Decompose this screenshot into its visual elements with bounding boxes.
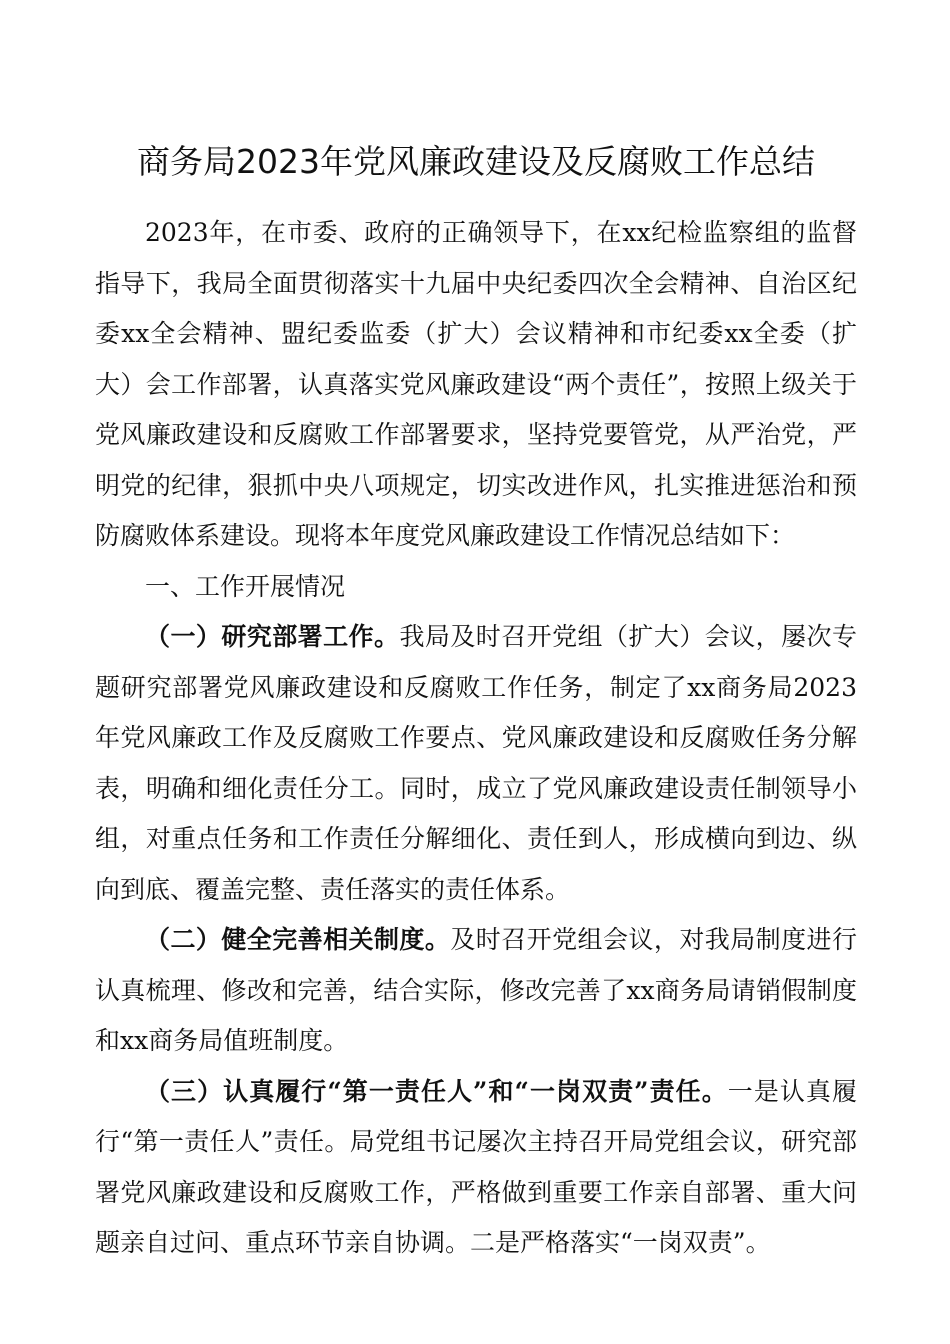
document-title: 商务局2023年党风廉政建设及反腐败工作总结 [137,142,815,181]
item-paragraph-research-deployment [95,612,857,915]
item-paragraph-responsibility [95,1067,857,1269]
section-heading-work-status: 一、工作开展情况 [145,571,346,601]
item-body-responsibility: 一是认真履行“第一责任人”责任。局党组书记屡次主持召开局党组会议，研究部署党风廉政建设和反腐败工作，严格做到重要工作亲自部署、重大问题亲自过问、重点环节亲自协调。二是严格落实“一岗双责”。 [95,1076,857,1257]
item-paragraph-improve-systems [95,915,857,1067]
intro-paragraph: 2023年，在市委、政府的正确领导下，在xx纪检监察组的监督指导下，我局全面贯彻落实十九届中央纪委四次全会精神、自治区纪委xx全会精神、盟纪委监委（扩大）会议精神和市纪委xx全委（扩大）会工作部署，认真落实党风廉政建设“两个责任”，按照上级关于党风廉政建设和反腐败工作部署要求，坚持党要管党，从严治党，严明党的纪律，狠抓中央八项规定，切实改进作风，扎实推进惩治和预防腐败体系建设。现将本年度党风廉政建设工作情况总结如下： [95,218,857,550]
item-body-improve-systems: 及时召开党组会议，对我局制度进行认真梳理、修改和完善，结合实际，修改完善了xx商务局请销假制度和xx商务局值班制度。 [95,925,857,1055]
item-lead-research-deployment: （一）研究部署工作。 [145,622,400,651]
item-body-research-deployment: 我局及时召开党组（扩大）会议，屡次专题研究部署党风廉政建设和反腐败工作任务，制定了xx商务局2023年党风廉政工作及反腐败工作要点、党风廉政建设和反腐败任务分解表，明确和细化责任分工。同时，成立了党风廉政建设责任制领导小组，对重点任务和工作责任分解细化、责任到人，形成横向到边、纵向到底、覆盖完整、责任落实的责任体系。 [95,622,857,904]
document-page [95,138,857,1269]
item-lead-improve-systems: （二）健全完善相关制度。 [145,925,451,954]
item-lead-responsibility: （三）认真履行“第一责任人”和“一岗双责”责任。 [145,1076,728,1106]
